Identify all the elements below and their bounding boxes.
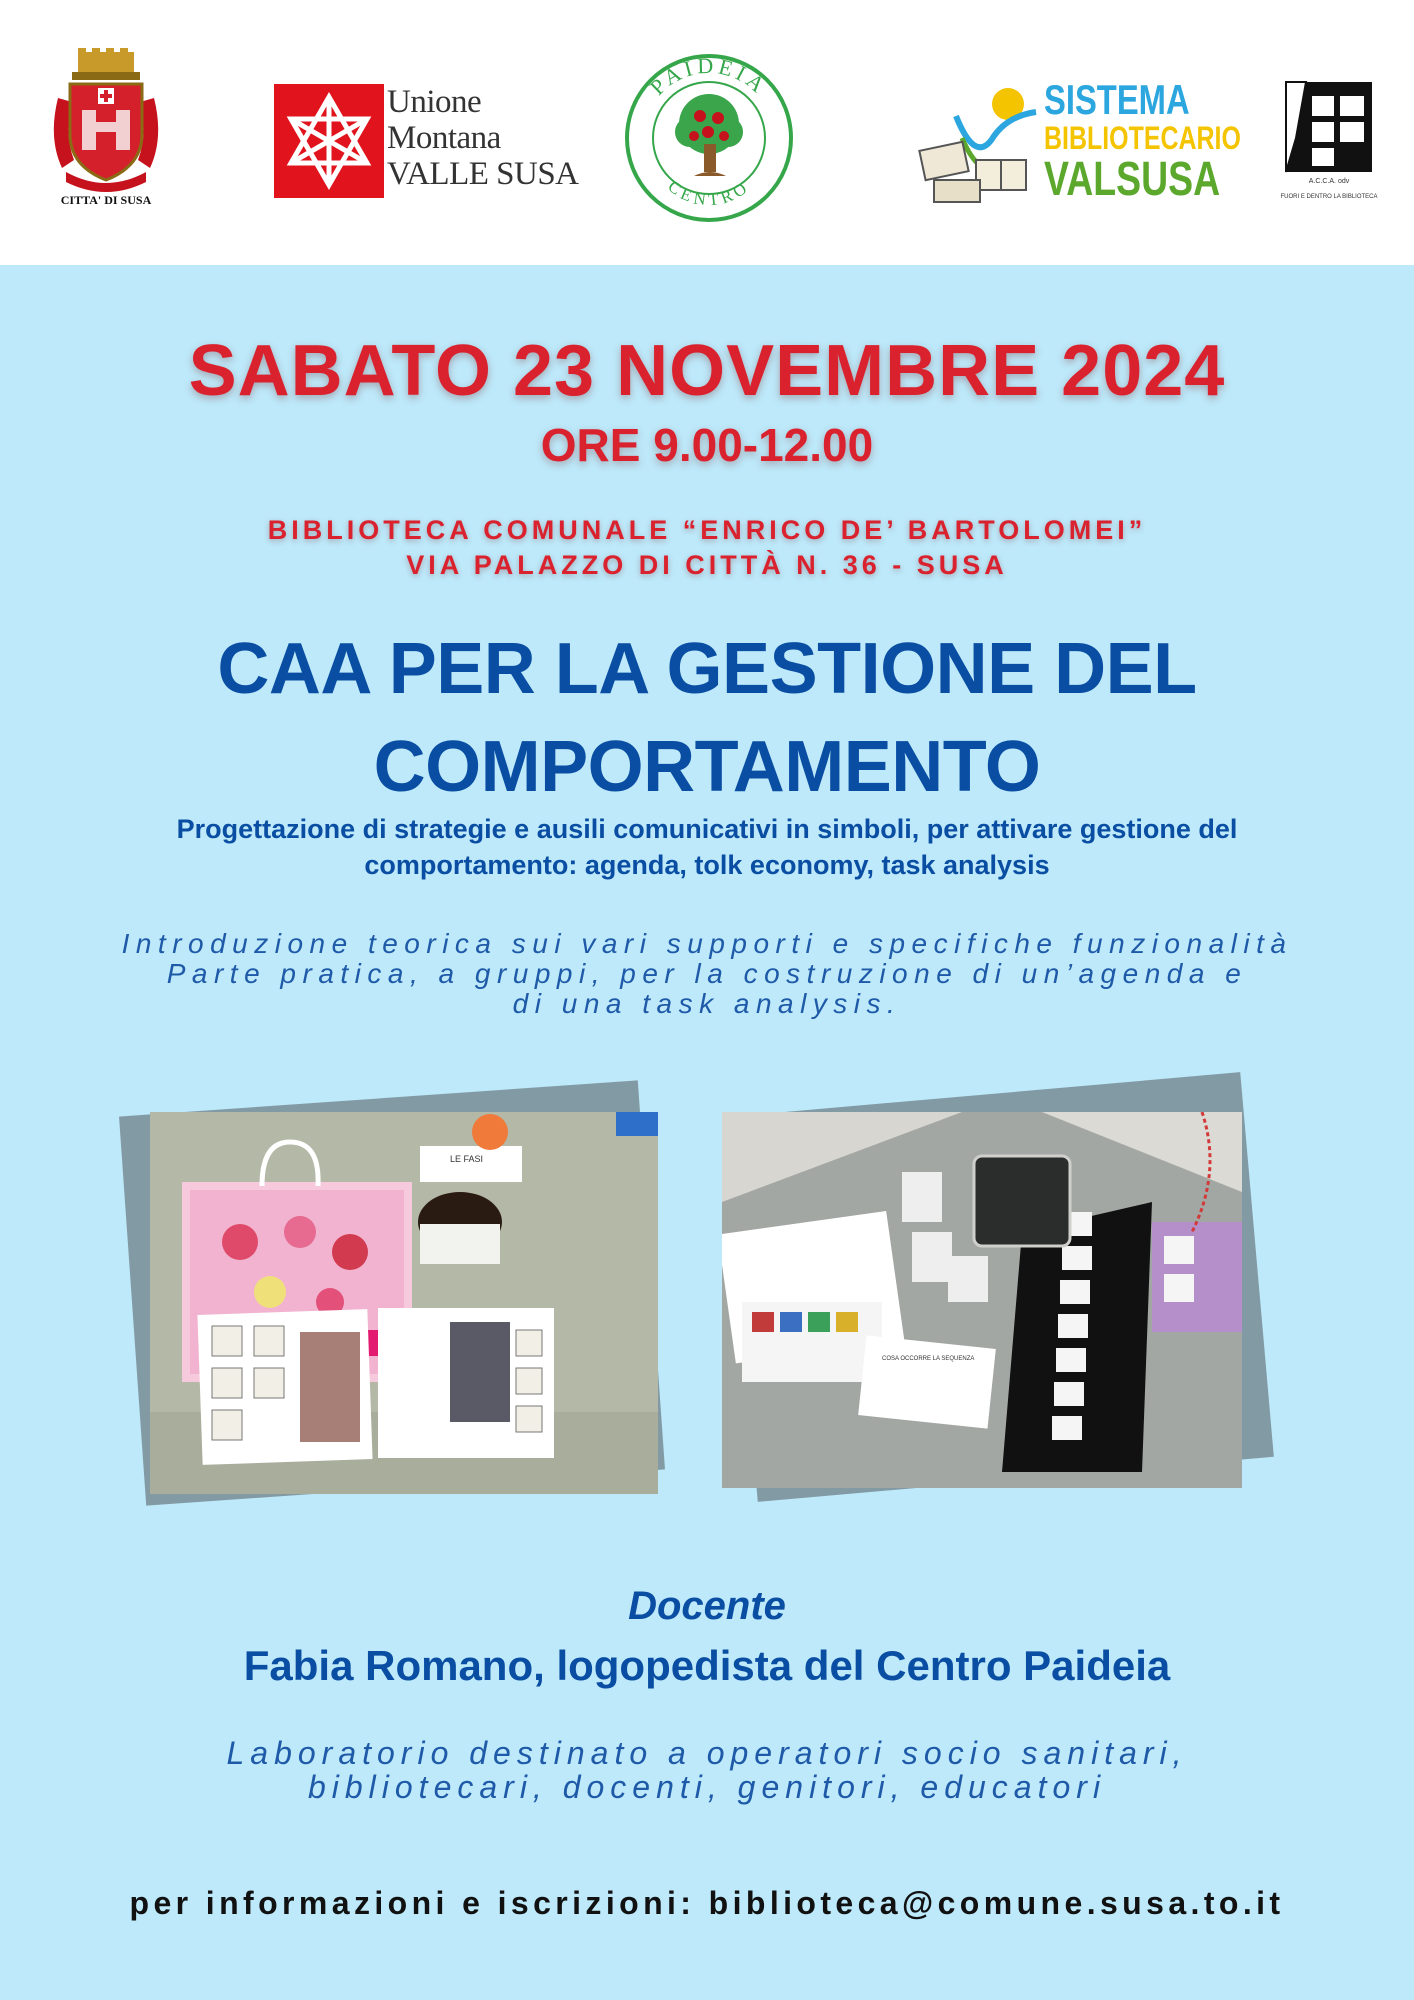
- paideia-bottom-text: CENTRO: [664, 176, 754, 210]
- intro-line-2: Parte pratica, a gruppi, per la costruzione di un’agenda e: [166, 958, 1248, 989]
- unione-montana-logo: [274, 84, 579, 198]
- valsusa-line: VALSUSA: [1044, 153, 1221, 206]
- coat-of-arms-icon: [48, 48, 164, 193]
- citta-di-susa-logo: [48, 48, 164, 208]
- bibliotecario-line: BIBLIOTECARIO: [1044, 120, 1241, 156]
- workshop-photo-1-image: [150, 1112, 658, 1494]
- acca-logo: [1276, 78, 1382, 208]
- unione-line: Unione: [387, 84, 482, 120]
- course-subtitle-line-2: comportamento: agenda, tolk economy, task analysis: [364, 850, 1050, 880]
- course-title-line-1: CAA PER LA GESTIONE DEL: [217, 629, 1197, 709]
- event-time: ORE 9.00-12.00: [540, 419, 874, 471]
- sistema-line: SISTEMA: [1044, 76, 1190, 123]
- course-title-line-2: COMPORTAMENTO: [373, 727, 1041, 807]
- acca-tagline: FUORI E DENTRO LA BIBLIOTECA: [1280, 194, 1378, 200]
- le-fasi-card-label: LE FASI: [450, 1154, 484, 1164]
- star-emblem-icon: [274, 84, 384, 198]
- teacher-label: Docente: [628, 1584, 786, 1628]
- audience-line-2: bibliotecari, docenti, genitori, educatori: [307, 1769, 1107, 1805]
- course-subtitle-line-1: Progettazione di strategie e ausili comunicativi in simboli, per attivare gestione del: [176, 814, 1238, 844]
- sequence-card-label: COSA OCCORRE LA SEQUENZA: [882, 1356, 975, 1362]
- intro-line-1: Introduzione teorica sui vari supporti e specifiche funzionalità: [121, 928, 1293, 959]
- paideia-top-text: PAIDEIA: [644, 52, 773, 100]
- audience-line-1: Laboratorio destinato a operatori socio sanitari,: [226, 1735, 1188, 1771]
- montana-line: Montana: [387, 120, 501, 156]
- valle-susa-line: VALLE SUSA: [387, 156, 579, 192]
- sistema-bibliotecario-logo: [916, 76, 1241, 206]
- acca-caption: A.C.C.A. odv: [1308, 178, 1350, 185]
- venue-address: VIA PALAZZO DI CITTÀ N. 36 - SUSA: [406, 550, 1008, 580]
- event-date: SABATO 23 NOVEMBRE 2024: [188, 331, 1226, 411]
- workshop-photo-1: [150, 1112, 658, 1494]
- teacher-name: Fabia Romano, logopedista del Centro Paideia: [243, 1642, 1171, 1689]
- books-icon: [916, 76, 1044, 206]
- paideia-lettering: [624, 52, 794, 224]
- svg-text:CENTRO: [665, 177, 754, 210]
- intro-line-3: di una task analysis.: [512, 988, 902, 1019]
- workshop-photo-2-image: [722, 1112, 1242, 1488]
- workshop-photo-2: [722, 1112, 1242, 1488]
- library-shelf-icon: [1276, 78, 1382, 174]
- svg-text:PAIDEIA: [645, 53, 773, 100]
- contact-info: per informazioni e iscrizioni: biblioteca@comune.susa.to.it: [129, 1885, 1285, 1921]
- citta-di-susa-caption: CITTA' DI SUSA: [60, 193, 152, 207]
- unione-montana-wordmark: [387, 84, 579, 192]
- venue-name: BIBLIOTECA COMUNALE “ENRICO DE’ BARTOLOMEI”: [267, 515, 1147, 545]
- unione-montana-emblem: [274, 84, 384, 198]
